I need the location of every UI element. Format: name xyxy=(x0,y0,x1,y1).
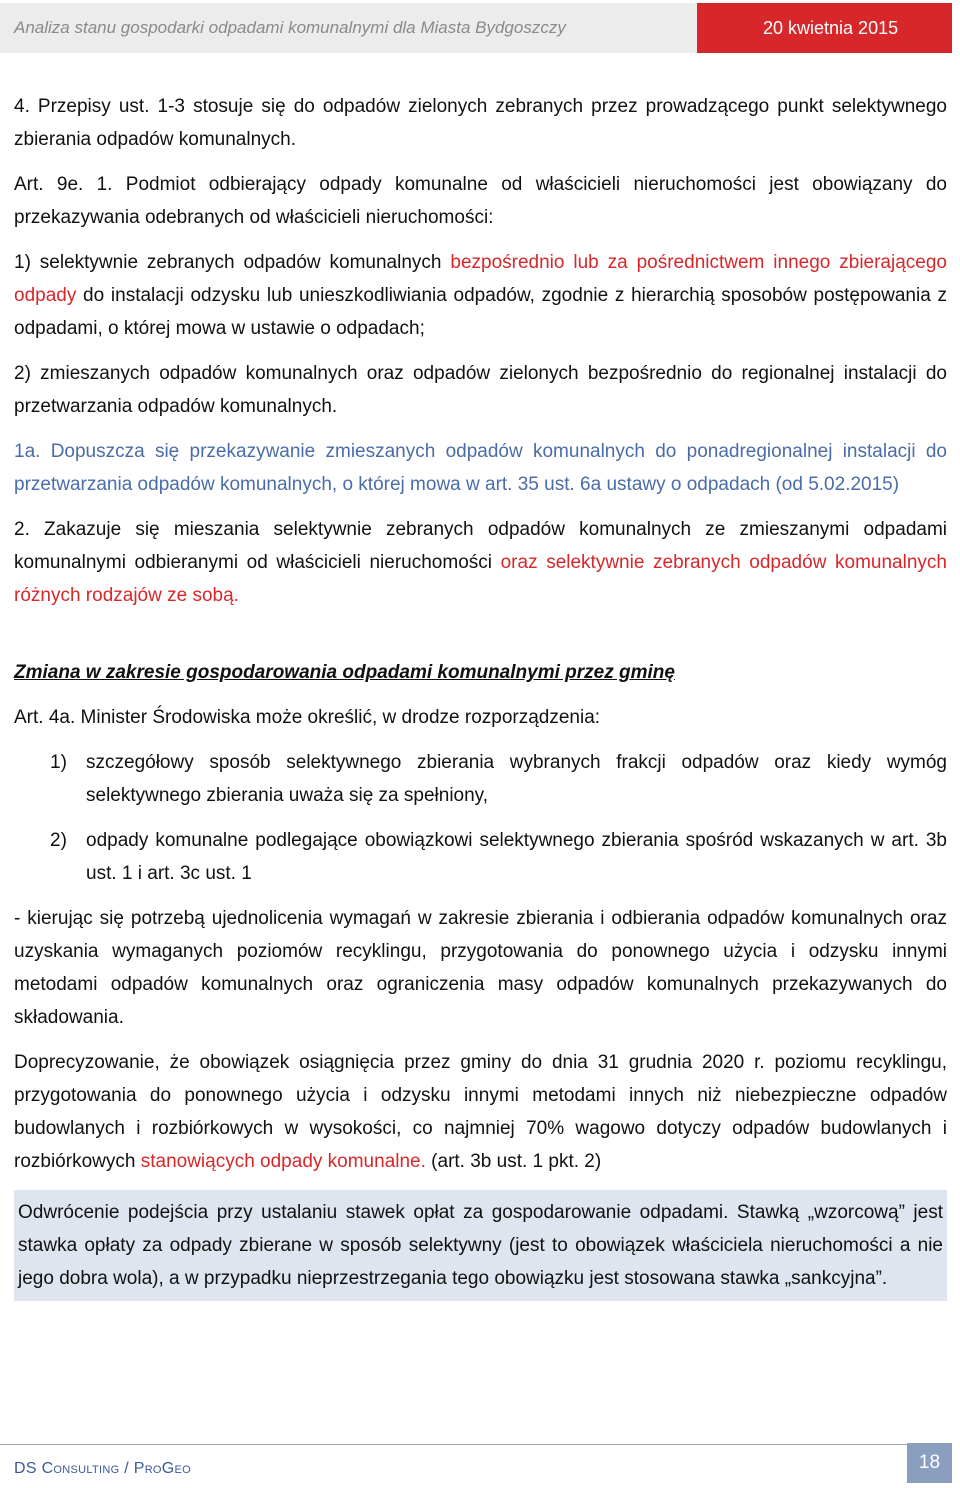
amended-text: oraz selektywnie zebranych odpadów komunalnych różnych rodzajów ze sobą. xyxy=(14,552,947,606)
page-number: 18 xyxy=(907,1443,952,1483)
paragraph: - kierując się potrzebą ujednolicenia wymagań w zakresie zbierania i odbierania odpadów komunalnych oraz uzyskania wymaganych poziomów recyklingu, przygotowania do ponownego użycia i odzysku innymi metodami odpadów komunalnych oraz ograniczenia masy odpadów komunalnych przekazywanych do składowania. xyxy=(14,908,947,1028)
paragraph xyxy=(14,1046,947,1178)
paragraph-text: do instalacji odzysku lub unieszkodliwiania odpadów, zgodnie z hierarchią sposobów postępowania z odpadami, o której mowa w ustawie o odpadach; xyxy=(14,285,947,339)
paragraph-text: 1) selektywnie zebranych odpadów komunalnych xyxy=(14,252,451,273)
footer-divider xyxy=(0,1444,910,1445)
paragraph: 2) zmieszanych odpadów komunalnych oraz odpadów zielonych bezpośrednio do regionalnej instalacji do przetwarzania odpadów komunalnych. xyxy=(14,363,947,417)
paragraph: Art. 9e. 1. Podmiot odbierający odpady komunalne od właścicieli nieruchomości jest obowiązany do przekazywania odebranych od właścicieli nieruchomości: xyxy=(14,174,947,228)
highlighted-paragraph: Odwrócenie podejścia przy ustalaniu stawek opłat za gospodarowanie odpadami. Stawką „wzorcową” jest stawka opłaty za odpady zbierane w sposób selektywny (jest to obowiązek właściciela nieruchomości a nie jego dobra wola), a w przypadku nieprzestrzegania tego obowiązku jest stosowana stawka „sankcyjna”. xyxy=(14,1190,947,1301)
amended-text: bezpośrednio lub za pośrednictwem innego zbierającego odpady xyxy=(14,252,947,306)
page-header xyxy=(0,3,952,53)
amended-text: stanowiących odpady komunalne. xyxy=(140,1151,426,1172)
paragraph-text: 2. Zakazuje się mieszania selektywnie zebranych odpadów komunalnych ze zmieszanymi odpadami komunalnymi odbieranymi od właścicieli nieruchomości xyxy=(14,519,947,573)
list-number: 1) xyxy=(50,752,67,773)
document-title: Analiza stanu gospodarki odpadami komunalnymi dla Miasta Bydgoszczy xyxy=(0,3,697,53)
paragraph-text: Doprecyzowanie, że obowiązek osiągnięcia przez gminy do dnia 31 grudnia 2020 r. poziomu recyklingu, przygotowania do ponownego użycia i odzysku innymi metodami innych niż niebezpieczne odpadów budowlanych i rozbiórkowych w wysokości, co najmniej 70% wagowo dotyczy odpadów budowlanych i rozbiórkowych xyxy=(14,1052,947,1172)
list-text: odpady komunalne podlegające obowiązkowi selektywnego zbierania spośród wskazanych w art. 3b ust. 1 i art. 3c ust. 1 xyxy=(86,830,947,884)
paragraph-text: (art. 3b ust. 1 pkt. 2) xyxy=(425,1151,602,1172)
section-heading: Zmiana w zakresie gospodarowania odpadami komunalnymi przez gminę xyxy=(14,662,675,683)
footer-company: DS Consulting / ProGeo xyxy=(14,1460,192,1477)
list-item xyxy=(14,746,947,812)
amended-paragraph: 1a. Dopuszcza się przekazywanie zmieszanych odpadów komunalnych do ponadregionalnej instalacji do przetwarzania odpadów komunalnych, o której mowa w art. 35 ust. 6a ustawy o odpadach (od 5.02.2015) xyxy=(14,441,947,495)
paragraph xyxy=(14,513,947,612)
document-body xyxy=(14,90,947,1313)
list-number: 2) xyxy=(50,830,67,851)
paragraph: 4. Przepisy ust. 1-3 stosuje się do odpadów zielonych zebranych przez prowadzącego punkt selektywnego zbierania odpadów komunalnych. xyxy=(14,96,947,150)
paragraph: Art. 4a. Minister Środowiska może określić, w drodze rozporządzenia: xyxy=(14,707,601,728)
list-item xyxy=(14,824,947,890)
paragraph xyxy=(14,246,947,345)
document-date: 20 kwietnia 2015 xyxy=(697,3,952,53)
list-text: szczegółowy sposób selektywnego zbierania wybranych frakcji odpadów oraz kiedy wymóg selektywnego zbierania uważa się za spełniony, xyxy=(86,752,947,806)
